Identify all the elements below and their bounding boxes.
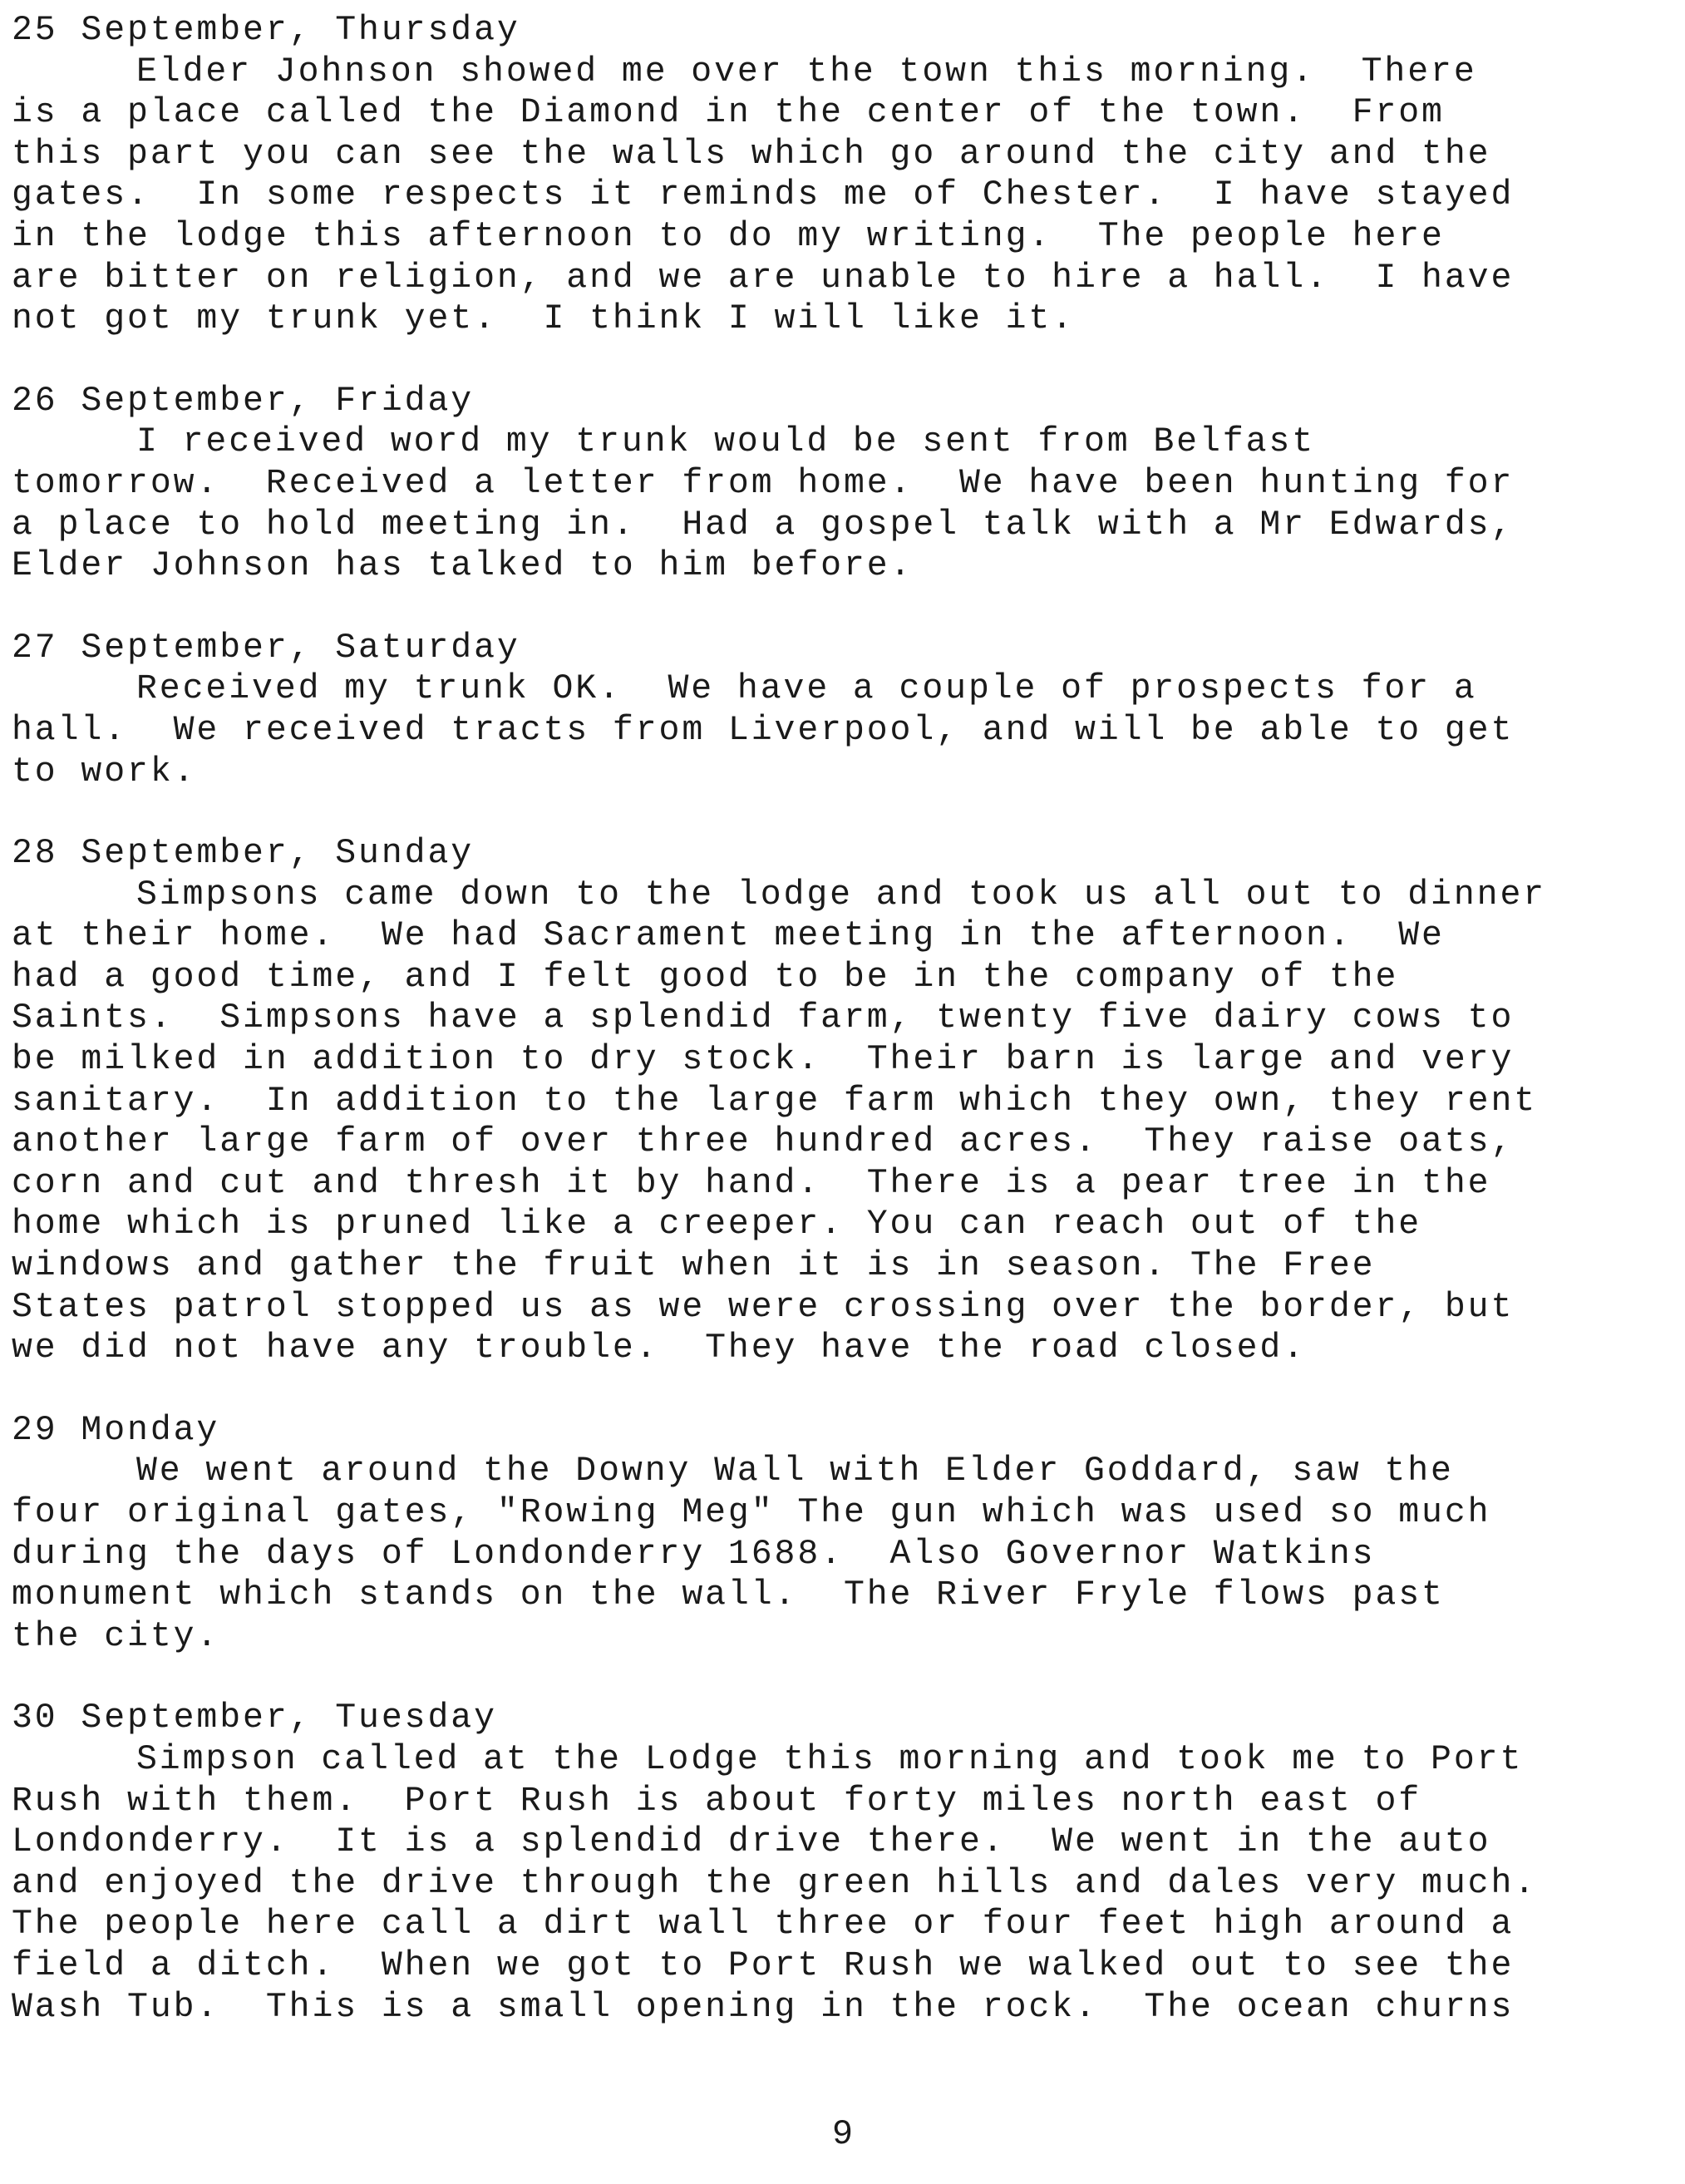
entry-line: corn and cut and thresh it by hand. There is a pear tree in the <box>12 1163 1491 1203</box>
entry-line: not got my trunk yet. I think I will like it. <box>12 299 1075 339</box>
entry-line: and enjoyed the drive through the green hills and dales very much. <box>12 1863 1538 1903</box>
entry-line: monument which stands on the wall. The River Fryle flows past <box>12 1575 1445 1615</box>
entry-heading: 27 September, Saturday <box>12 628 520 668</box>
entry-line: this part you can see the walls which go around the city and the <box>12 134 1491 174</box>
entry-line: Wash Tub. This is a small opening in the rock. The ocean churns <box>12 1987 1515 2027</box>
journal-entry-25-september <box>12 10 1674 340</box>
entry-line: I received word my trunk would be sent from Belfast <box>136 422 1316 462</box>
entry-line: Received my trunk OK. We have a couple of prospects for a <box>136 669 1477 709</box>
entry-line: States patrol stopped us as we were crossing over the border, but <box>12 1287 1515 1327</box>
entry-line: Simpsons came down to the lodge and took us all out to dinner <box>136 875 1547 915</box>
entry-line: Saints. Simpsons have a splendid farm, twenty five dairy cows to <box>12 998 1515 1038</box>
journal-entry-29-monday <box>12 1410 1674 1658</box>
entry-line: another large farm of over three hundred acres. They raise oats, <box>12 1122 1515 1162</box>
entry-line: gates. In some respects it reminds me of Chester. I have stayed <box>12 175 1515 215</box>
entry-heading: 28 September, Sunday <box>12 834 475 874</box>
entry-line: tomorrow. Received a letter from home. We have been hunting for <box>12 463 1515 503</box>
journal-entry-30-september <box>12 1698 1674 2028</box>
journal-entry-27-september <box>12 628 1674 792</box>
entry-line: a place to hold meeting in. Had a gospel talk with a Mr Edwards, <box>12 505 1515 545</box>
entry-line: Simpson called at the Lodge this morning and took me to Port <box>136 1739 1524 1779</box>
entry-line: the city. <box>12 1616 220 1656</box>
journal-entry-28-september <box>12 833 1674 1369</box>
entry-line: Rush with them. Port Rush is about forty miles north east of <box>12 1781 1422 1821</box>
entry-line: are bitter on religion, and we are unable to hire a hall. I have <box>12 258 1515 298</box>
journal-entry-26-september <box>12 381 1674 587</box>
entry-line: to work. <box>12 752 197 791</box>
entry-line: Elder Johnson showed me over the town this morning. There <box>136 52 1477 91</box>
entry-heading: 26 September, Friday <box>12 381 475 421</box>
entry-line: windows and gather the fruit when it is in season. The Free <box>12 1246 1376 1286</box>
entry-line: be milked in addition to dry stock. Their barn is large and very <box>12 1040 1515 1080</box>
entry-heading: 29 Monday <box>12 1410 220 1450</box>
entry-line: Londonderry. It is a splendid drive there. We went in the auto <box>12 1822 1491 1862</box>
entry-line: at their home. We had Sacrament meeting in the afternoon. We <box>12 916 1445 956</box>
journal-page <box>12 10 1674 2068</box>
entry-line: is a place called the Diamond in the center of the town. From <box>12 93 1445 133</box>
entry-heading: 30 September, Tuesday <box>12 1698 497 1738</box>
entry-line: we did not have any trouble. They have the road closed. <box>12 1329 1307 1368</box>
entry-line: had a good time, and I felt good to be in the company of the <box>12 957 1399 997</box>
entry-line: during the days of Londonderry 1688. Also Governor Watkins <box>12 1534 1376 1574</box>
entry-line: The people here call a dirt wall three or four feet high around a <box>12 1905 1515 1945</box>
entry-line: home which is pruned like a creeper. You can reach out of the <box>12 1205 1422 1245</box>
entry-line: hall. We received tracts from Liverpool, and will be able to get <box>12 710 1515 750</box>
page-number: 9 <box>831 2114 854 2154</box>
entry-line: four original gates, "Rowing Meg" The gun which was used so much <box>12 1493 1491 1532</box>
entry-line: Elder Johnson has talked to him before. <box>12 546 914 586</box>
entry-line: in the lodge this afternoon to do my writing. The people here <box>12 216 1445 256</box>
entry-heading: 25 September, Thursday <box>12 11 520 50</box>
entry-line: sanitary. In addition to the large farm which they own, they rent <box>12 1081 1538 1121</box>
entry-line: We went around the Downy Wall with Elder Goddard, saw the <box>136 1452 1454 1491</box>
entry-line: field a ditch. When we got to Port Rush we walked out to see the <box>12 1945 1515 1985</box>
